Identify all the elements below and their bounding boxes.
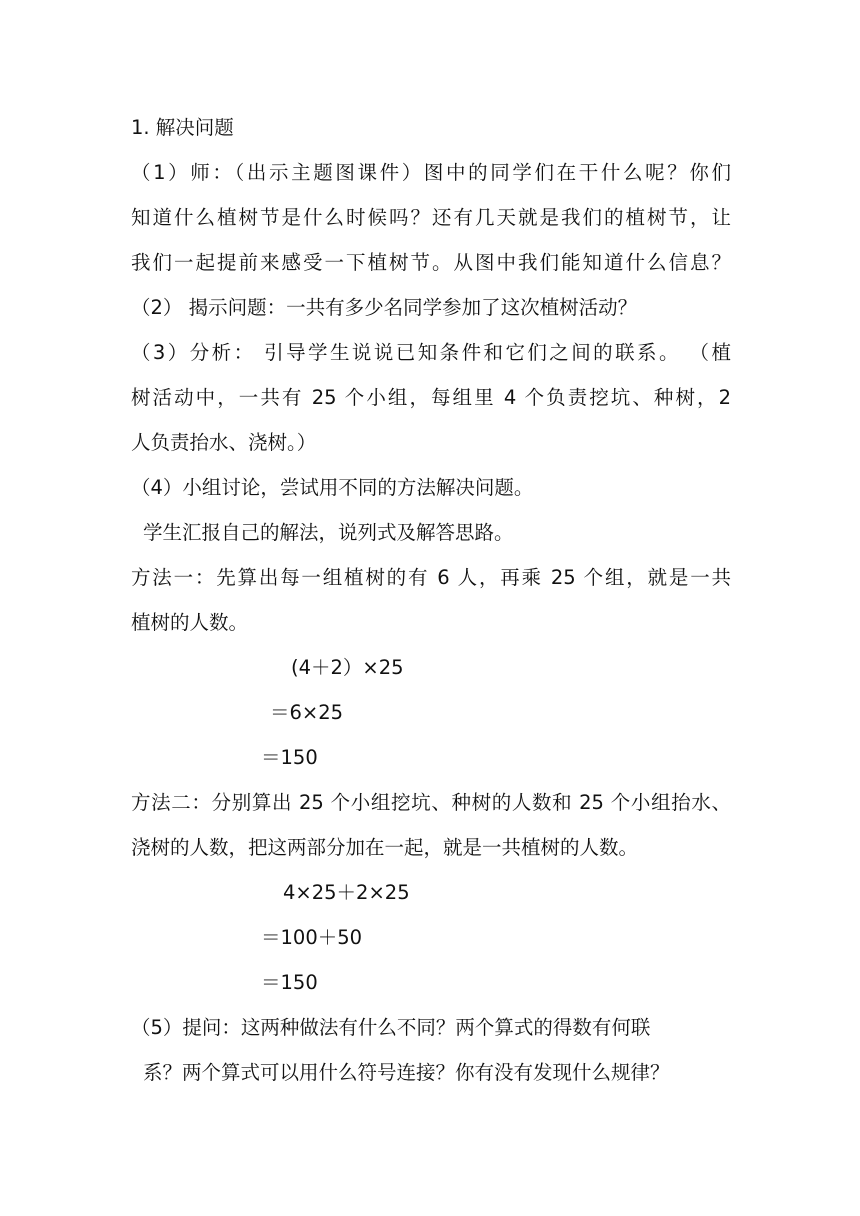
paragraph-line: 我们一起提前来感受一下植树节。从图中我们能知道什么信息？: [131, 251, 731, 274]
equation-line: 4×25＋2×25: [283, 881, 410, 904]
paragraph-line: 树活动中，一共有 25 个小组，每组里 4 个负责挖坑、种树，2: [131, 386, 731, 409]
paragraph-line: 学生汇报自己的解法，说列式及解答思路。: [143, 521, 514, 544]
paragraph-line: （1）师：（出示主题图课件）图中的同学们在干什么呢？你们: [131, 161, 731, 184]
paragraph-line: （3）分析： 引导学生说说已知条件和它们之间的联系。 （植: [131, 341, 731, 364]
section-heading: 1. 解决问题: [131, 116, 234, 139]
paragraph-line: （4）小组讨论，尝试用不同的方法解决问题。: [131, 476, 534, 499]
paragraph-line: 浇树的人数，把这两部分加在一起，就是一共植树的人数。: [131, 836, 639, 859]
equation-line: (4＋2）×25: [291, 656, 404, 679]
paragraph-line: 植树的人数。: [131, 611, 249, 634]
paragraph-line: 方法一：先算出每一组植树的有 6 人，再乘 25 个组，就是一共: [131, 566, 731, 589]
equation-line: ＝100＋50: [261, 926, 363, 949]
paragraph-line: （5）提问：这两种做法有什么不同？两个算式的得数有何联: [131, 1016, 651, 1039]
paragraph-line: 系？两个算式可以用什么符号连接？你有没有发现什么规律？: [143, 1061, 670, 1084]
paragraph-line: （2） 揭示问题：一共有多少名同学参加了这次植树活动？: [131, 296, 638, 319]
paragraph-line: 方法二：分别算出 25 个小组挖坑、种树的人数和 25 个小组抬水、: [131, 791, 731, 814]
equation-line: ＝150: [261, 746, 318, 769]
paragraph-line: 知道什么植树节是什么时候吗？还有几天就是我们的植树节，让: [131, 206, 731, 229]
equation-line: ＝150: [261, 971, 318, 994]
paragraph-line: 人负责抬水、浇树。）: [131, 431, 317, 454]
equation-line: ＝6×25: [270, 701, 344, 724]
